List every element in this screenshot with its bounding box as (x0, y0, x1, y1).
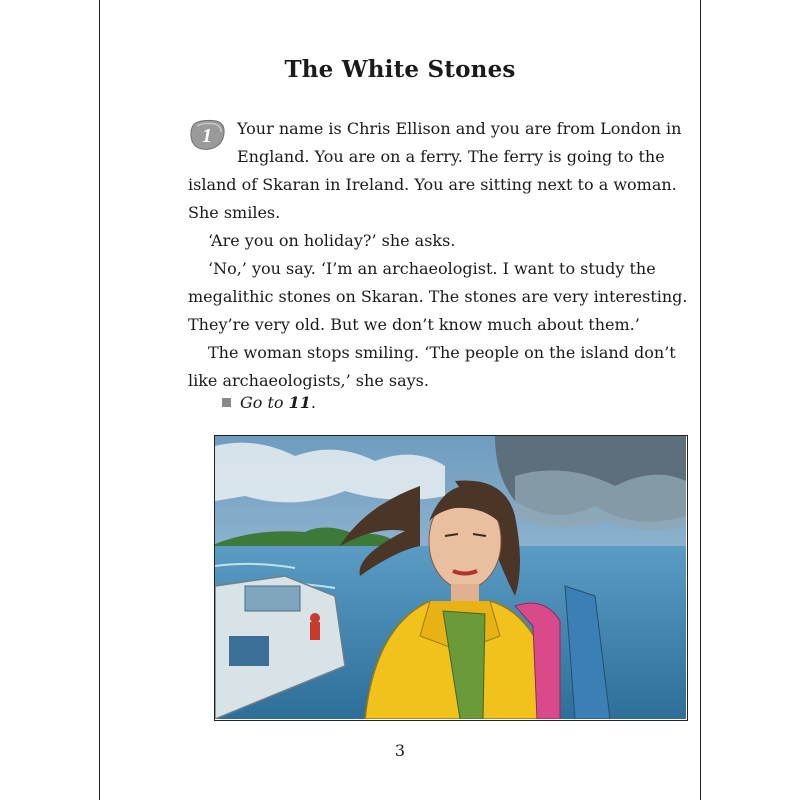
book-page (99, 0, 701, 800)
chapter-title: The White Stones (284, 56, 516, 83)
paragraph-line: megalithic stones on Skaran. The stones are very interesting. (188, 287, 688, 306)
goto-suffix: . (310, 393, 317, 412)
paragraph-line: They’re very old. But we don’t know much about them.’ (188, 315, 640, 334)
ferry-scene-image (215, 436, 686, 719)
dialogue-line: ‘Are you on holiday?’ she asks. (208, 231, 456, 250)
goto-prefix: Go to (240, 393, 289, 412)
illustration (214, 435, 688, 721)
paragraph-line: England. You are on a ferry. The ferry is going to the (237, 147, 665, 166)
paragraph-line: island of Skaran in Ireland. You are sitting next to a woman. (188, 175, 677, 194)
page-number: 3 (394, 741, 406, 760)
section-number: 1 (202, 125, 212, 147)
paragraph-line: Your name is Chris Ellison and you are from London in (237, 119, 682, 138)
section-number-badge (188, 119, 226, 151)
paragraph-line: ‘No,’ you say. ‘I’m an archaeologist. I want to study the (208, 259, 656, 278)
paragraph-line: She smiles. (188, 203, 281, 222)
paragraph-line: The woman stops smiling. ‘The people on the island don’t (208, 343, 676, 362)
goto-instruction[interactable] (240, 393, 316, 413)
goto-number: 11 (288, 393, 311, 412)
paragraph-line: like archaeologists,’ she says. (188, 371, 429, 390)
square-bullet-icon (222, 398, 231, 407)
